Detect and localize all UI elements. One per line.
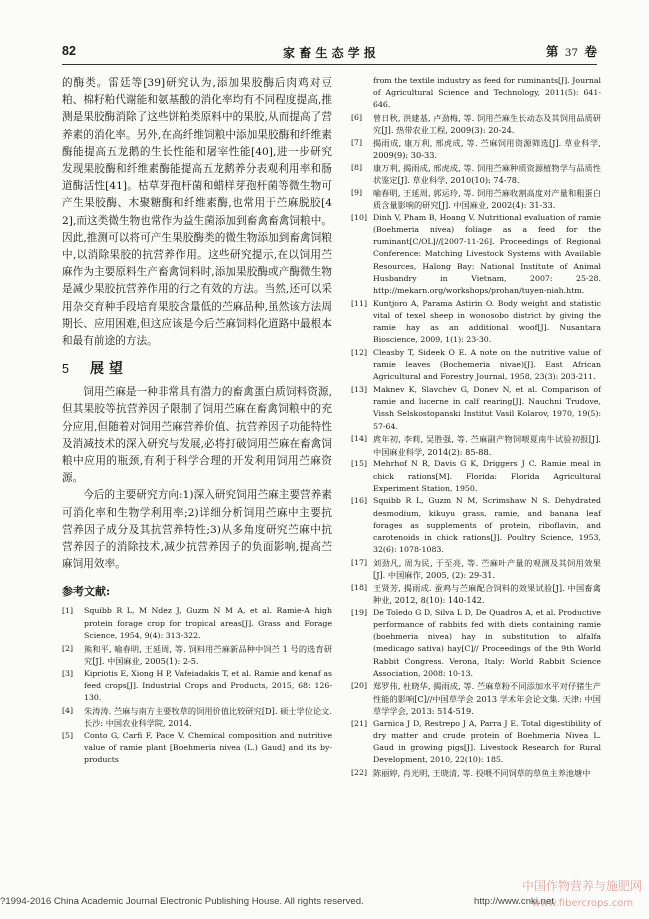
reference-item (62, 668, 332, 705)
page-header (62, 44, 597, 64)
watermark-text: 中国作物营养与施肥网 (522, 879, 643, 893)
reference-item (351, 137, 601, 161)
header-rule (62, 64, 597, 65)
reference-number: [17] (351, 557, 368, 567)
reference-number: [19] (351, 607, 368, 617)
reference-text: 曾日秋, 洪建基, 卢劲梅, 等. 饲用苎麻生长动态及其饲用品质研究[J]. 热带农业工程, 2009(3): 20-24. (373, 113, 601, 136)
reference-number: [21] (351, 718, 368, 728)
reference-number: [16] (351, 496, 368, 506)
reference-item (351, 495, 601, 556)
reference-text: 朱涛涛. 苎麻与南方主要牧草的饲用价值比较研究[D]. 硕士学位论文. 长沙: 中国农业科学院, 2014. (84, 705, 332, 728)
reference-number: [7] (351, 138, 363, 148)
volume-label (546, 42, 597, 60)
volume-number: 37 (564, 47, 579, 59)
reference-text: Kuntjoro A, Parama Astirin O. Body weight and statistic vital of texel sheep in wonosobo district by giving the ramie hay as an additional woof[J]. Nusantara Bioscience, 2009, 1(1): 23-30. (373, 298, 601, 345)
section-title: 展 望 (90, 361, 123, 378)
reference-number: [2] (62, 643, 74, 653)
reference-text: 王贤芳, 揭雨成. 蚕鸡与苎麻配合饲料的效果试验[J]. 中国畜禽种业, 2012, 8(10): 140-142. (373, 582, 601, 606)
reference-text: 喻春明, 王延周, 郭运玲, 等. 饲用苎麻收割高度对产量和粗蛋白质含量影响的研究[J]. 中国麻业, 2002(4): 31-33. (373, 187, 601, 211)
reference-text: 陈丽婷, 肖光明, 王晓清, 等. 投喂不同饲草的草鱼主养池塘中 (373, 767, 591, 778)
reference-continuation: from the textile industry as feed for ruminants[J]. Journal of Agricultural Science and Technology, 2011(5): 641-646. (373, 76, 601, 110)
reference-item (351, 187, 601, 211)
volume-prefix: 第 (545, 44, 559, 59)
reference-number: [13] (351, 385, 368, 395)
volume-suffix: 卷 (584, 44, 597, 59)
reference-text: Conto G, Carfi F, Pace V. Chemical composition and nutritive value of ramie plant [Boehmeria nivea (L.) Gaud] and its by-products (84, 730, 332, 764)
reference-item (351, 607, 601, 680)
left-column (62, 75, 332, 767)
watermark-logo (510, 874, 648, 914)
reference-number: [15] (351, 459, 368, 469)
reference-text: Kipriotis E, Xiong H P, Vafeiadakis T, et al. Ramie and kenaf as feed crops[J]. Industrial Crops and Products, 2015, 68: 126-130. (84, 668, 332, 702)
reference-number: [6] (351, 113, 363, 123)
reference-number: [5] (62, 730, 74, 740)
reference-text: Mehrhof N R, Davis G K, Driggers J C. Ramie meal in chick rations[M]. Florida: Florida Agricultural Experiment Station, 1950. (373, 459, 601, 493)
reference-item (351, 458, 601, 495)
reference-item (62, 643, 332, 667)
reference-item (351, 767, 601, 779)
outlook-paragraph-1: 饲用苎麻是一种非常具有潜力的畜禽蛋白质饲料资源,但其果胶等抗营养因子限制了饲用苎麻在畜禽饲粮中的充分应用,但随着对饲用苎麻营养价值、抗营养因子功能特性及消减技术的深入研究与发展,必将打破饲用苎麻在畜禽饲粮中应用的瓶颈,有利于科学合理的开发利用饲用苎麻资源。 (62, 386, 332, 485)
reference-item (62, 705, 332, 729)
page-number: 82 (62, 44, 76, 58)
reference-text: 熊和平, 喻春明, 王延周, 等. 饲料用苎麻新品种中饲苎 1 号的选育研究[J]. 中国麻业, 2005(1): 2-5. (84, 643, 332, 666)
reference-text: De Toledo G D, Silva L D, De Quadros A, et al. Productive performance of rabbits fed with diets containing ramie (boehmeria nivea) hay in substitution to alfalfa (medicago sativa) hay[C]// Proceedings of the 9th World Rabbit Congress. Verona, Italy: World Rabbit Science Association, 2008: 10-13. (373, 607, 601, 678)
reference-item (351, 680, 601, 717)
reference-text: 郑罗伟, 杜晓华, 揭雨成, 等. 苎麻草粉不同添加水平对仔猪生产性能的影响[C]//中国草学会 2013 学术年会论文集. 天津: 中国草学学会, 2013: 514-519. (373, 681, 601, 716)
right-reference-list (351, 112, 601, 779)
reference-item (62, 605, 332, 642)
reference-number: [4] (62, 705, 74, 715)
reference-number: [11] (351, 298, 368, 308)
copyright-footer: ?1994-2016 China Academic Journal Electronic Publishing House. All rights reserved. (0, 896, 364, 907)
reference-item (351, 582, 601, 606)
reference-number: [20] (351, 681, 368, 691)
journal-title: 家 畜 生 态 学 报 (283, 46, 376, 60)
reference-text: Dinh V, Pham B, Hoang V. Nutritional evaluation of ramie (Boehmeria nivea) foliage as a feed for the ruminant[C/OL]//[2007-11-26]. Proceedings of Regional Conference: Matching Livestock Systems with Available Resources, Halong Bay: National Institute of Animal Husbandry in Vietnam, 2007: 25-28. http://mekarn.org/workshops/prohan/tuyen-niah.htm. (373, 212, 601, 295)
reference-item (351, 557, 601, 581)
reference-item (351, 384, 601, 433)
reference-text: Maknev K, Slavchev G, Donev N, et al. Comparison of ramie and lucerne in calf rearing[J]. Nauchni Trudove, Vissh Selskostopanski Institut Vasil Kolarov, 1970, 19(5): 57-64. (373, 385, 601, 431)
outlook-paragraph-2: 今后的主要研究方向:1)深入研究饲用苎麻主要营养素可消化率和生物学利用率;2)详细分析饲用苎麻中主要抗营养因子成分及其抗营养特性;3)从多角度研究苎麻中抗营养因子的消除技术,减少抗营养因子的负面影响,提高苎麻饲用效率。 (62, 489, 332, 571)
reference-text: 康万利, 揭雨成, 邢虎成, 等. 饲用苎麻种质资源植物学与品质性状鉴定[J]. 草业科学, 2010(10): 74-78. (373, 162, 601, 186)
reference-number: [9] (351, 187, 363, 197)
reference-item (351, 718, 601, 767)
reference-text: Garnica J D, Restrepo J A, Parra J E. Total digestibility of dry matter and crude protein of Boehmeria Nivea L. Gaud in growing pigs[J]. Livestock Research for Rural Development, 2010, 22(10): 185. (373, 718, 601, 765)
reference-number: [3] (62, 668, 74, 678)
reference-item (351, 112, 601, 136)
reference-text: 揭雨成, 康万利, 邢虎成, 等. 苎麻饲用资源筛选[J]. 草业科学, 2009(9): 30-33. (373, 138, 601, 161)
reference-number: [1] (62, 606, 74, 616)
reference-number: [12] (351, 347, 368, 357)
references-title: 参考文献: (62, 585, 111, 599)
reference-item (351, 212, 601, 297)
left-reference-list (62, 605, 332, 766)
watermark-url: www.fibercrops.com (532, 898, 634, 909)
reference-text: 庹年初, 李莉, 吴胜强, 等. 苎麻副产物饲喂夏南牛试验初报[J]. 中国麻业科学, 2014(2): 85-88. (373, 434, 601, 457)
reference-text: 刘劲凡, 周为民, 于至亮, 等. 苎麻叶产量的观测及其饲用效果[J]. 中国麻作, 2005, (2): 29-31. (373, 557, 601, 581)
reference-text: Cleasby T, Sideek O E. A note on the nutritive value of ramie leaves (Bochemeria nivae)[J]. East African Agricultural and Forestry Journal, 1958, 23(3): 203-211. (373, 347, 601, 382)
reference-number: [14] (351, 434, 368, 444)
reference-number: [8] (351, 162, 363, 172)
reference-item (351, 162, 601, 186)
reference-item (62, 730, 332, 767)
reference-item (351, 298, 601, 347)
right-column (351, 75, 601, 780)
reference-item (351, 433, 601, 457)
reference-number: [10] (351, 212, 368, 222)
footer-url-link[interactable]: http://www.cnki.net (474, 896, 554, 907)
reference-text: Squibb R L, M Ndez J, Guzm N M A, et al. Ramie-A high protein forage crop for tropical areas[J]. Grass and Forage Science, 1954, 9(4): 313-322. (84, 606, 332, 640)
reference-number: [22] (351, 767, 368, 777)
intro-paragraph: 的酶类。雷廷等[39]研究认为,添加果胶酶后肉鸡对豆粕、棉籽粕代谢能和氨基酸的消化率均有不同程度提高,推测是果胶酶消除了这些饼粕类原料中的果胶,从而提高了营养素的消化率。另外,在高纤维饲粮中添加果胶酶和纤维素酶能提高五龙鹅的生长性能和屠宰性能[40],进一步研究发现果胶酶和纤维素酶能提高五龙鹅养分表观利用率和肠道酶活性[41]。枯草芽孢杆菌和蜡样芽孢杆菌等微生物可产生果胶酶、木聚糖酶和纤维素酶,也常用于苎麻脱胶[42],而这类微生物也常作为益生菌添加到畜禽畜禽饲粮中。因此,推测可以将可产生果胶酶类的微生物添加到畜禽饲粮中,以消除果胶的抗营养作用。这些研究提示,在以饲用苎麻作为主要原料生产畜禽饲料时,添加果胶酶或产酶微生物是减少果胶抗营养作用的行之有效的方法。当然,还可以采用杂交育种手段培育果胶含量低的苎麻品种,虽然该方法周期长、应用困难,但这应该是今后苎麻饲料化道路中最根本和最有前途的方法。 (62, 77, 332, 348)
reference-number: [18] (351, 582, 368, 592)
section-number: 5 (62, 362, 69, 377)
section-heading (62, 358, 332, 378)
reference-text: Squibb R L, Guzm N M, Scrimshaw N S. Dehydrated desmodium, kikuyu grass, ramie, and banana leaf forages as supplements of protein, riboflavin, and carotenoids in chick rations[J]. Poultry Science, 1953, 32(6): 1078-1083. (373, 496, 601, 555)
reference-item (351, 347, 601, 384)
